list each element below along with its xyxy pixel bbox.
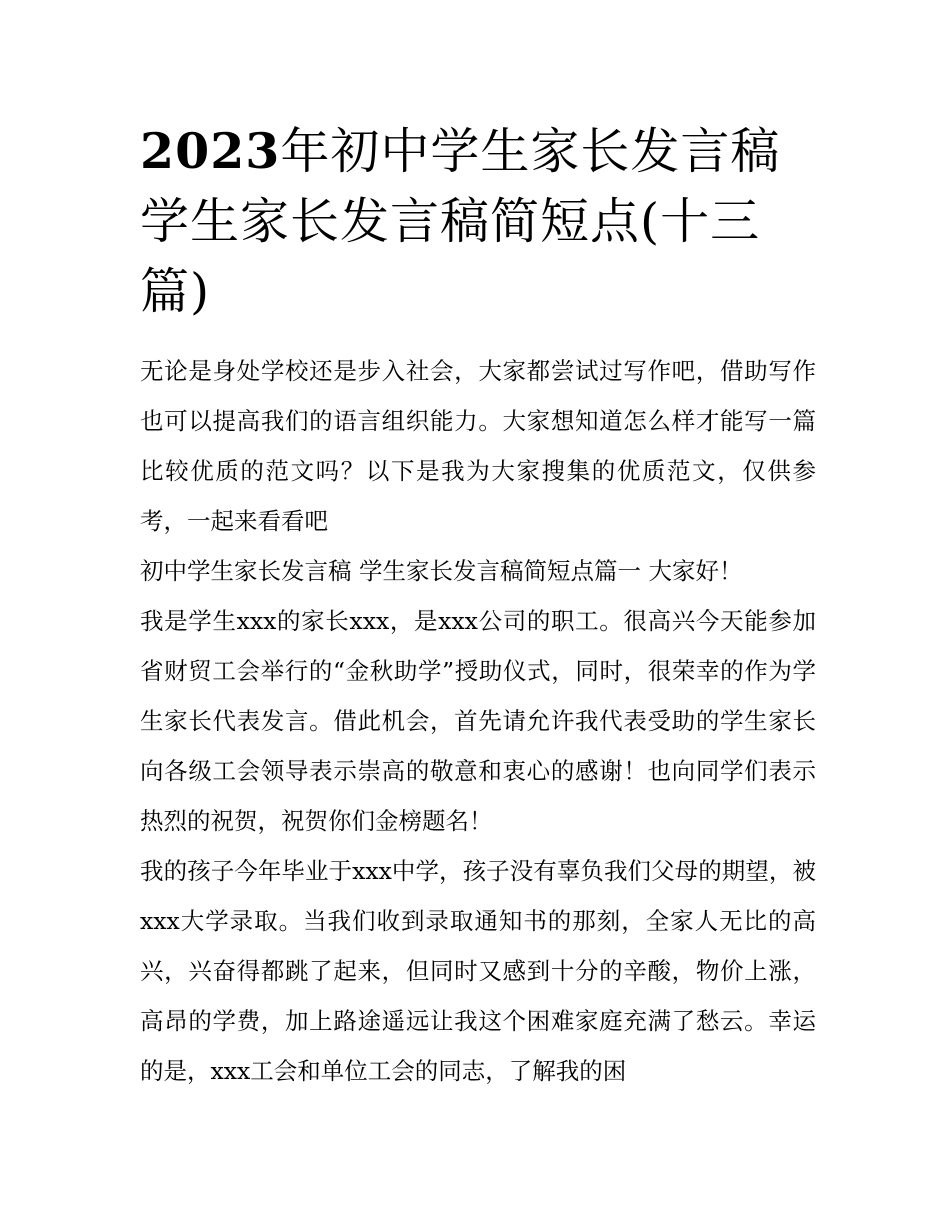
title-line-2: 学生家长发言稿简短点(十三 (140, 193, 761, 250)
title-line-3: 篇) (140, 263, 211, 320)
title-year: 2023 (140, 122, 281, 180)
document-title (140, 0, 816, 327)
document-page (140, 0, 816, 1096)
body-paragraph-2: 我的孩子今年毕业于xxx中学，孩子没有辜负我们父母的期望，被xxx大学录取。当我们收到录取通知书的那刻，全家人无比的高兴，兴奋得都跳了起来，但同时又感到十分的辛酸，物价上涨，高昂的学费，加上路途遥远让我这个困难家庭充满了愁云。幸运的是，xxx工会和单位工会的同志，了解我的困 (140, 857, 816, 1085)
body-paragraph-1: 我是学生xxx的家长xxx，是xxx公司的职工。很高兴今天能参加省财贸工会举行的“金秋助学”授助仪式，同时，很荣幸的作为学生家长代表发言。借此机会，首先请允许我代表受助的学生家长向各级工会领导表示崇高的敬意和衷心的感谢！也向同学们表示热烈的祝贺，祝贺你们金榜题名！ (140, 607, 816, 835)
title-line-1 (140, 116, 816, 187)
title-line-1-text: 年初中学生家长发言稿 (280, 123, 781, 180)
intro-paragraph: 无论是身处学校还是步入社会，大家都尝试过写作吧，借助写作也可以提高我们的语言组织能力。大家想知道怎么样才能写一篇比较优质的范文吗？以下是我为大家搜集的优质范文，仅供参考，一起来看看吧 (140, 357, 816, 535)
section-heading-paragraph: 初中学生家长发言稿 学生家长发言稿简短点篇一 大家好！ (140, 557, 743, 585)
document-body (140, 346, 816, 1096)
